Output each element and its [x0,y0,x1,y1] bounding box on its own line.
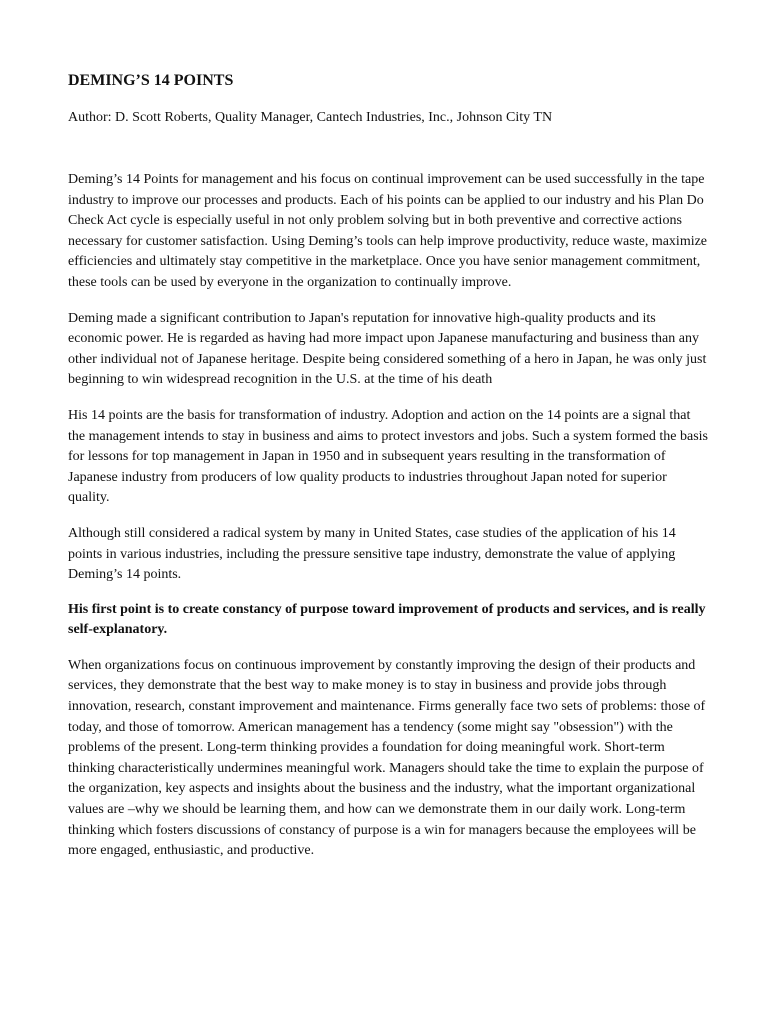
document-title: DEMING’S 14 POINTS [68,72,234,89]
document-content [68,70,708,862]
first-point-heading: His first point is to create constancy of purpose toward improvement of products and services, and is really self-explanatory. [68,601,706,638]
first-point-body: When organizations focus on continuous improvement by constantly improving the design of their products and services, they demonstrate that the best way to make money is to stay in business and provide jobs through innovation, research, constant improvement and maintenance. Firms generally face two sets of problems: those of today, and those of tomorrow. American management has a tendency (some might say "obsession") with the problems of the present. Long-term thinking provides a foundation for doing meaningful work. Short-term thinking characteristically undermines meaningful work. Managers should take the time to explain the purpose of the organization, key aspects and insights about the business and the industry, what the important organizational values are –why we should be learning them, and how can we demonstrate them in our daily work. Long-term thinking which fosters discussions of constancy of purpose is a win for managers because the employees will be more engaged, enthusiastic, and productive. [68,657,706,859]
paragraph-case-studies: Although still considered a radical system by many in United States, case studies of the application of his 14 points in various industries, including the pressure sensitive tape industry, demonstrate the value of applying Deming’s 14 points. [68,525,676,583]
paragraph-intro: Deming’s 14 Points for management and his focus on continual improvement can be used successfully in the tape industry to improve our processes and products. Each of his points can be applied to our industry and his Plan Do Check Act cycle is especially useful in not only problem solving but in both preventive and corrective actions necessary for customer satisfaction. Using Deming’s tools can help improve productivity, reduce waste, maximize efficiencies and ultimately stay competitive in the marketplace. Once you have senior management commitment, these tools can be used by everyone in the organization to continually improve. [68,172,708,290]
paragraph-transformation: His 14 points are the basis for transformation of industry. Adoption and action on the 14 points are a signal that the management intends to stay in business and aims to protect investors and jobs. Such a system formed the basis for lessons for top management in Japan in 1950 and in subsequent years resulting in the transformation of Japanese industry from producers of low quality products to industries throughout Japan noted for superior quality. [68,407,709,506]
author-line: Author: D. Scott Roberts, Quality Manager, Cantech Industries, Inc., Johnson City TN [68,110,553,125]
paragraph-japan-contribution: Deming made a significant contribution to Japan's reputation for innovative high-quality products and its economic power. He is regarded as having had more impact upon Japanese manufacturing and business than any other individual not of Japanese heritage. Despite being considered something of a hero in Japan, he was only just beginning to win widespread recognition in the U.S. at the time of his death [68,310,707,388]
